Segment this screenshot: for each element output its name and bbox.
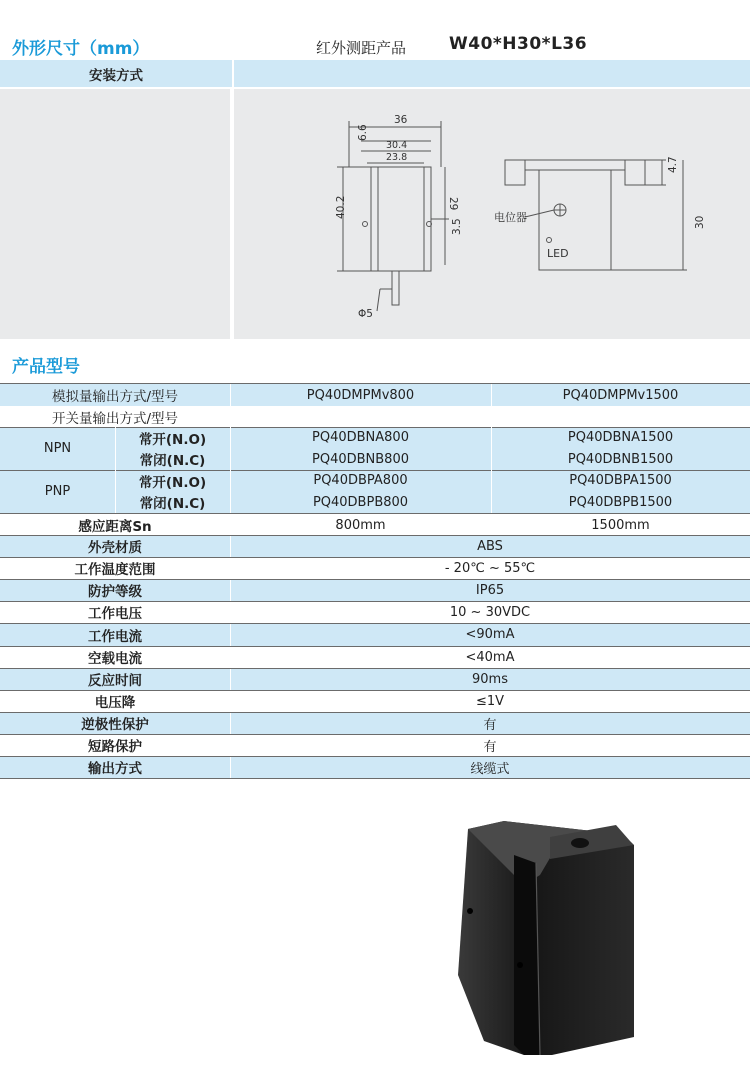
svg-text:30: 30 bbox=[694, 215, 706, 229]
npn-nc-model-1500: PQ40DBNB1500 bbox=[567, 451, 674, 467]
spec-value: IP65 bbox=[475, 582, 505, 598]
spec-value: 有 bbox=[483, 717, 497, 733]
svg-text:29: 29 bbox=[447, 197, 459, 211]
top-hole bbox=[571, 838, 589, 848]
npn-label: NPN bbox=[43, 441, 72, 456]
spec-value: <40mA bbox=[465, 649, 515, 665]
pnp-label: PNP bbox=[44, 484, 71, 499]
analog-label: 模拟量输出方式/型号 bbox=[51, 389, 179, 405]
spec-value: 有 bbox=[483, 739, 497, 755]
svg-text:30.4: 30.4 bbox=[386, 140, 408, 151]
spec-label: 短路保护 bbox=[88, 739, 142, 755]
spec-label: 空载电流 bbox=[88, 651, 142, 667]
pnp-nc-label: 常闭(N.C) bbox=[139, 496, 206, 512]
analog-model-1500: PQ40DMPMv1500 bbox=[562, 387, 679, 403]
dimensions-heading: 外形尺寸（mm） bbox=[12, 39, 150, 59]
pnp-no-model-800: PQ40DBPA800 bbox=[313, 473, 408, 488]
analog-model-800: PQ40DMPMv800 bbox=[306, 387, 415, 403]
spec-label: 防护等级 bbox=[88, 584, 142, 600]
pnp-nc-model-1500: PQ40DBPB1500 bbox=[568, 494, 673, 510]
spec-label: 反应时间 bbox=[88, 673, 142, 689]
sense-distance-1500: 1500mm bbox=[591, 517, 650, 533]
sense-distance-label: 感应距离Sn bbox=[78, 519, 152, 535]
front-view-body bbox=[371, 167, 431, 271]
spec-label: 逆极性保护 bbox=[81, 717, 149, 733]
spec-label: 工作电压 bbox=[88, 606, 142, 622]
spec-label: 工作电流 bbox=[88, 628, 142, 645]
spec-value: 线缆式 bbox=[470, 761, 510, 777]
spec-value: <90mA bbox=[465, 627, 515, 642]
drawing-panel-left bbox=[0, 89, 230, 339]
mount-hole-left bbox=[363, 222, 368, 227]
spec-value: 10 ~ 30VDC bbox=[449, 604, 531, 620]
svg-text:23.8: 23.8 bbox=[386, 152, 408, 163]
model-size: W40*H30*L36 bbox=[449, 34, 588, 54]
npn-nc-label: 常闭(N.C) bbox=[139, 453, 206, 469]
pnp-nc-model-800: PQ40DBPB800 bbox=[312, 494, 409, 510]
svg-text:40.2: 40.2 bbox=[335, 195, 347, 219]
spec-label: 外壳材质 bbox=[88, 540, 142, 556]
svg-text:LED: LED bbox=[547, 247, 569, 260]
spec-label: 输出方式 bbox=[88, 761, 142, 777]
spec-value: ABS bbox=[477, 538, 503, 554]
product-description: 红外测距产品 bbox=[316, 39, 407, 57]
svg-text:6.6: 6.6 bbox=[357, 124, 369, 141]
svg-text:电位器: 电位器 bbox=[494, 211, 527, 224]
svg-text:3.5: 3.5 bbox=[451, 218, 463, 235]
npn-no-model-800: PQ40DBNA800 bbox=[312, 430, 409, 445]
mounting-label: 安装方式 bbox=[89, 67, 143, 84]
spec-value: - 20℃ ~ 55℃ bbox=[444, 560, 536, 576]
models-heading: 产品型号 bbox=[12, 357, 80, 377]
sense-distance-800: 800mm bbox=[335, 517, 386, 533]
npn-no-model-1500: PQ40DBNA1500 bbox=[567, 430, 674, 445]
spec-value: 90ms bbox=[472, 671, 508, 687]
led-mark bbox=[547, 238, 552, 243]
spec-value: ≤1V bbox=[475, 693, 505, 709]
spec-label: 电压降 bbox=[94, 695, 136, 711]
product-photo bbox=[440, 815, 660, 1065]
svg-text:4.7: 4.7 bbox=[667, 156, 679, 173]
switch-label: 开关量输出方式/型号 bbox=[51, 410, 179, 427]
pnp-no-label: 常开(N.O) bbox=[138, 474, 207, 491]
pnp-no-model-1500: PQ40DBPA1500 bbox=[569, 473, 672, 488]
npn-nc-model-800: PQ40DBNB800 bbox=[312, 451, 409, 467]
svg-text:36: 36 bbox=[394, 114, 408, 126]
npn-no-label: 常开(N.O) bbox=[138, 431, 207, 448]
side-flange-left bbox=[505, 160, 525, 185]
side-flange-right bbox=[625, 160, 645, 185]
spec-label: 工作温度范围 bbox=[74, 562, 156, 578]
dimension-drawing bbox=[234, 89, 750, 339]
svg-text:Φ5: Φ5 bbox=[358, 308, 373, 320]
